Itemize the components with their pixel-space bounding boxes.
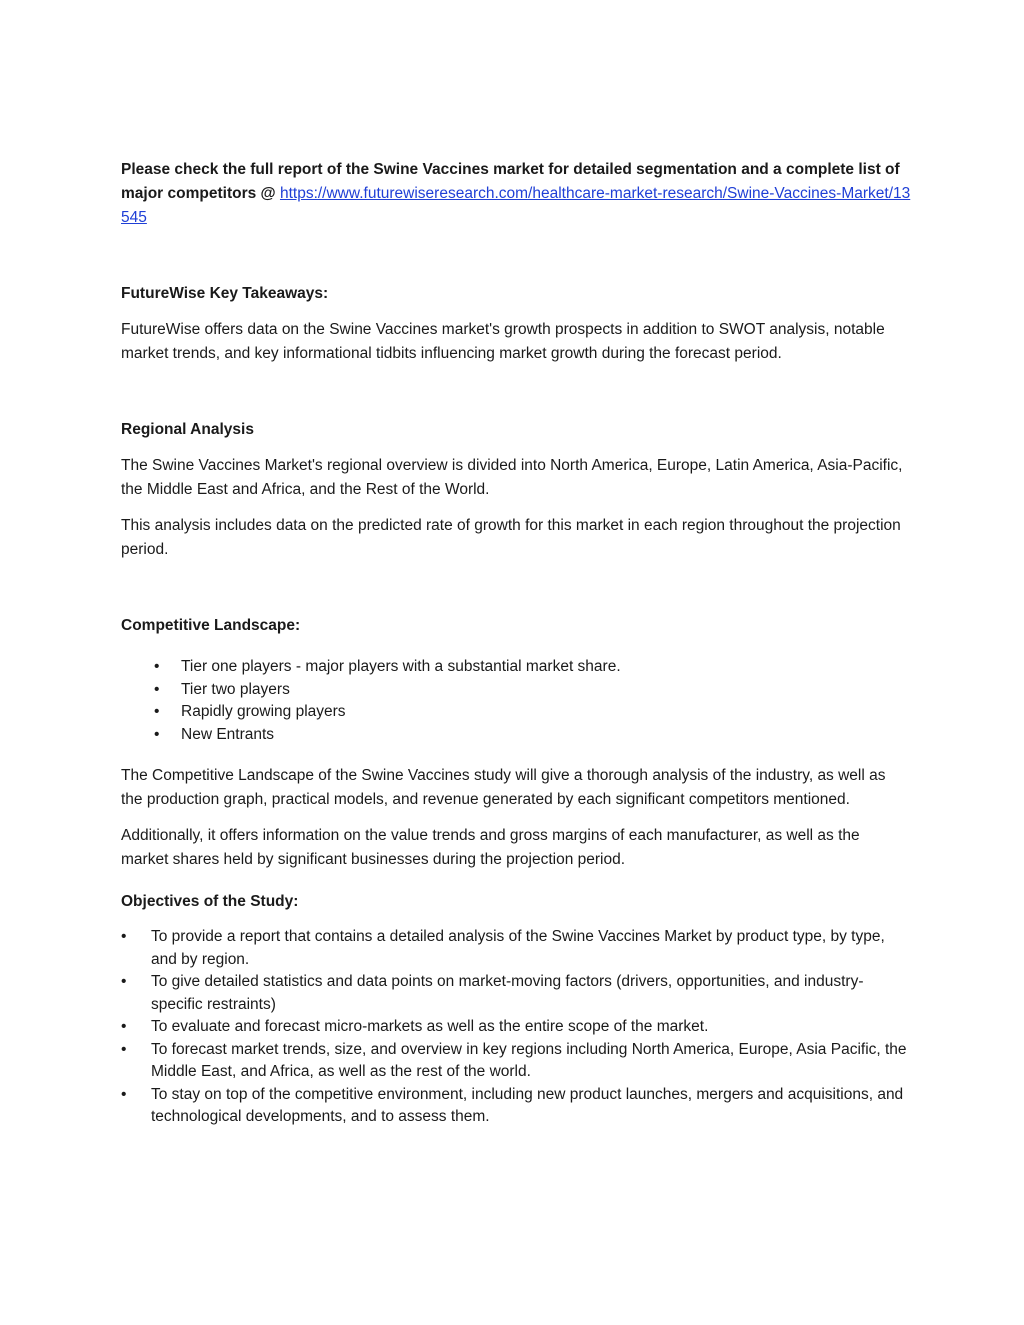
regional-heading: Regional Analysis	[121, 421, 254, 438]
document-page	[121, 158, 911, 1129]
list-item: • To evaluate and forecast micro-markets as well as the entire scope of the market.	[151, 1016, 911, 1039]
competitive-paragraph-1: The Competitive Landscape of the Swine Vaccines study will give a thorough analysis of the industry, as well as the production graph, practical models, and revenue generated by each significant competitors mentioned.	[121, 767, 886, 808]
regional-paragraph-2: This analysis includes data on the predicted rate of growth for this market in each region throughout the projection period.	[121, 517, 901, 558]
list-item: • To forecast market trends, size, and overview in key regions including North America, Europe, Asia Pacific, the Middle East, and Africa, as well as the rest of the world.	[151, 1039, 911, 1084]
regional-paragraph-1: The Swine Vaccines Market's regional overview is divided into North America, Europe, Latin America, Asia-Pacific, the Middle East and Africa, and the Rest of the World.	[121, 457, 903, 498]
list-item: • Tier one players - major players with a substantial market share.	[181, 656, 911, 679]
competitive-heading: Competitive Landscape:	[121, 617, 301, 634]
list-item: • To provide a report that contains a detailed analysis of the Swine Vaccines Market by product type, by type, and by region.	[151, 926, 911, 971]
competitive-list	[121, 656, 911, 746]
list-item: • To give detailed statistics and data points on market-moving factors (drivers, opportunities, and industry-specific restraints)	[151, 971, 911, 1016]
intro-paragraph	[121, 158, 911, 230]
takeaways-heading: FutureWise Key Takeaways:	[121, 285, 329, 302]
list-item: • Tier two players	[181, 679, 911, 702]
list-item: • To stay on top of the competitive environment, including new product launches, mergers and acquisitions, and technological developments, and to assess them.	[151, 1084, 911, 1129]
objectives-heading: Objectives of the Study:	[121, 893, 299, 910]
objectives-list	[121, 926, 911, 1129]
list-item: • Rapidly growing players	[181, 701, 911, 724]
takeaways-paragraph: FutureWise offers data on the Swine Vaccines market's growth prospects in addition to SWOT analysis, notable market trends, and key informational tidbits influencing market growth during the forecast period.	[121, 321, 885, 362]
competitive-paragraph-2: Additionally, it offers information on the value trends and gross margins of each manufacturer, as well as the market shares held by significant businesses during the projection period.	[121, 827, 860, 868]
report-link[interactable]: https://www.futurewiseresearch.com/healthcare-market-research/Swine-Vaccines-Market/13545	[121, 185, 911, 226]
list-item: • New Entrants	[181, 724, 911, 747]
intro-bold-text: Please check the full report of the Swine Vaccines market for detailed segmentation and a complete list of major competitors @	[121, 161, 900, 202]
